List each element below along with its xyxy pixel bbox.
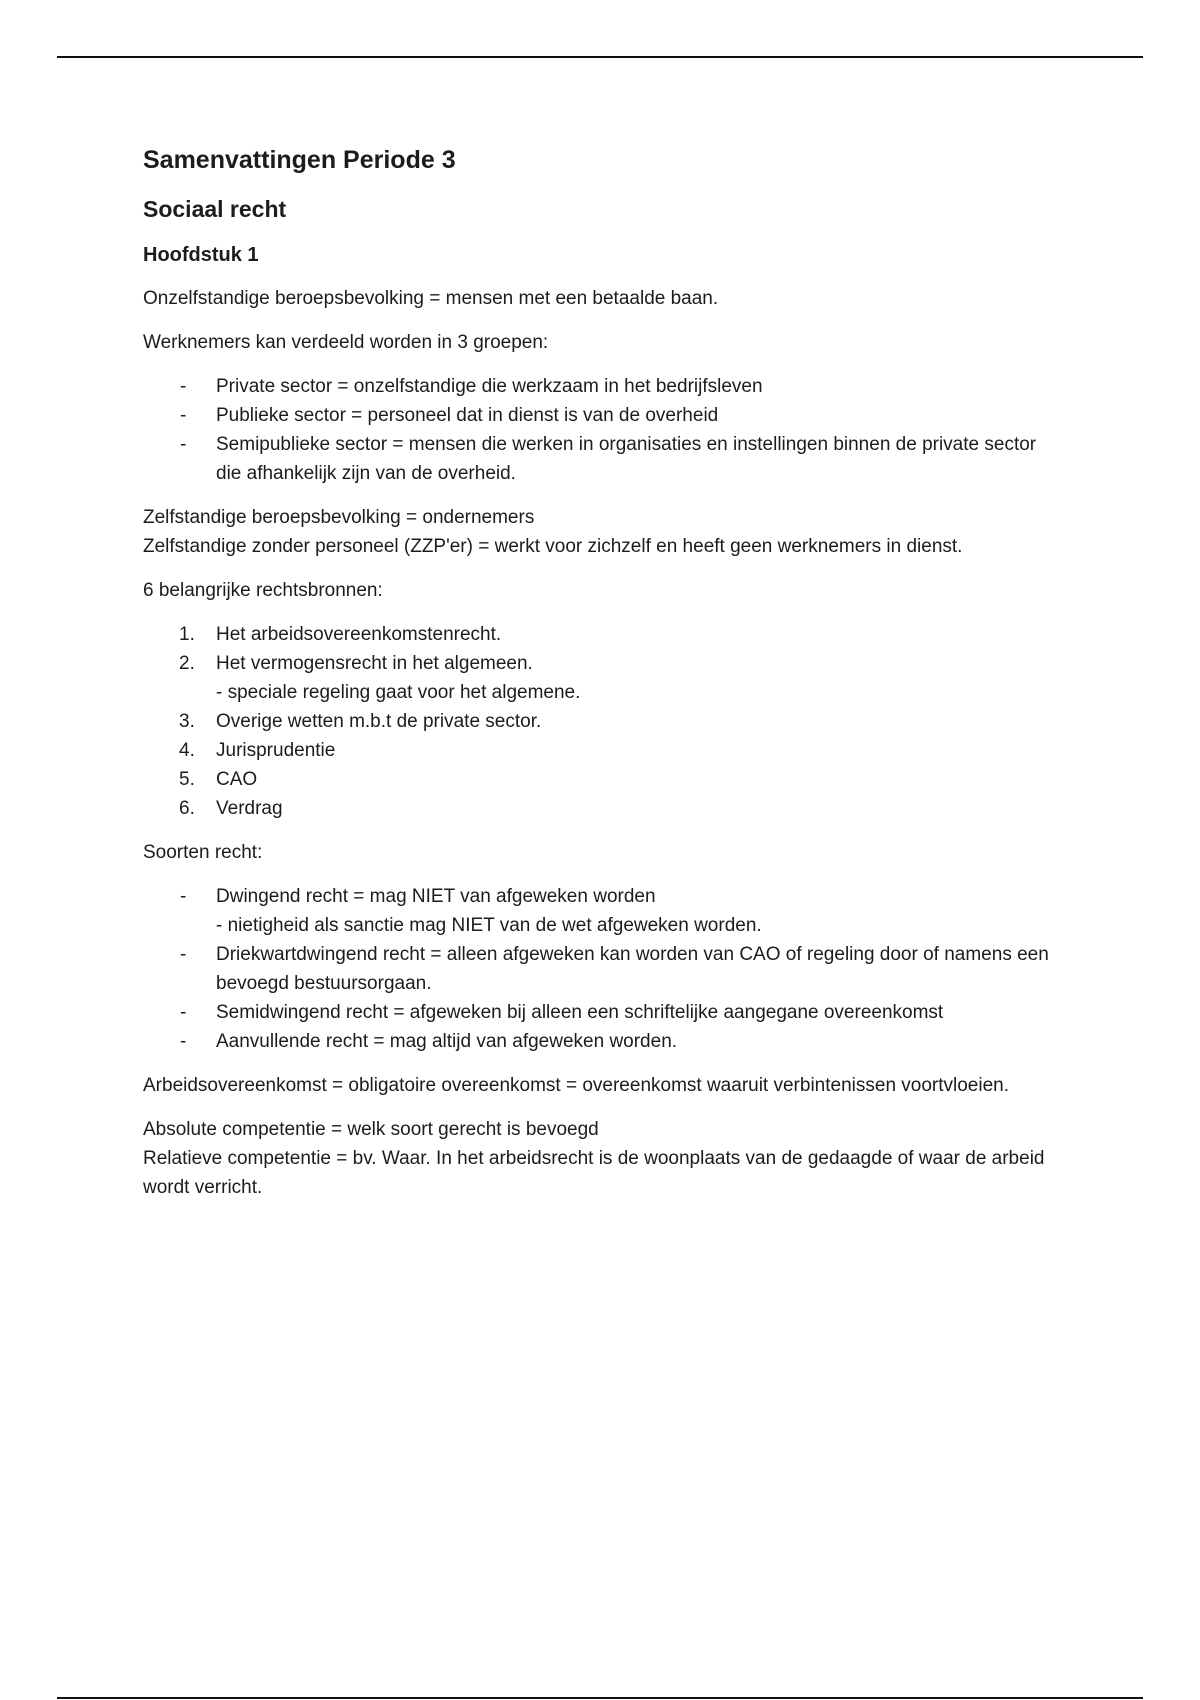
list-item-text: Het arbeidsovereenkomstenrecht. (216, 624, 502, 645)
list-number: 2. (179, 653, 195, 674)
list-item-text: Aanvullende recht = mag altijd van afgeweken worden. (216, 1031, 678, 1052)
bullet-marker: - (180, 944, 187, 965)
paragraph-line: Zelfstandige beroepsbevolking = ondernemers (143, 507, 535, 528)
list-item-text: CAO (216, 769, 258, 790)
list-item-subtext: - speciale regeling gaat voor het algemene. (216, 682, 581, 703)
bullet-marker: - (180, 1031, 187, 1052)
list-item-text: Jurisprudentie (216, 740, 336, 761)
list-item (143, 736, 1063, 765)
list-item-text: Het vermogensrecht in het algemeen. (216, 653, 533, 674)
list-item-subtext: - nietigheid als sanctie mag NIET van de wet afgeweken worden. (216, 915, 762, 936)
list-number: 3. (179, 711, 195, 732)
list-item-text: Private sector = onzelfstandige die werkzaam in het bedrijfsleven (216, 376, 763, 397)
list-item-text: Dwingend recht = mag NIET van afgeweken worden (216, 886, 656, 907)
paragraph: Werknemers kan verdeeld worden in 3 groepen: (143, 332, 549, 353)
sources-list (143, 620, 1063, 823)
paragraph-line: Relatieve competentie = bv. Waar. In het arbeidsrecht is de woonplaats van de gedaagde of waar de arbeid wordt verricht. (143, 1148, 1045, 1198)
document-body (143, 142, 1063, 1217)
list-item (143, 707, 1063, 736)
list-number: 1. (179, 624, 195, 645)
chapter-heading: Hoofdstuk 1 (143, 244, 259, 266)
list-item (143, 1027, 1063, 1056)
groups-list (143, 372, 1063, 488)
bullet-marker: - (180, 405, 187, 426)
law-types-list (143, 882, 1063, 1056)
header-rule (57, 56, 1143, 58)
paragraph (143, 503, 1063, 561)
list-number: 4. (179, 740, 195, 761)
list-item (143, 649, 1063, 707)
list-item-text: Overige wetten m.b.t de private sector. (216, 711, 542, 732)
bullet-marker: - (180, 376, 187, 397)
bullet-marker: - (180, 434, 187, 455)
paragraph: Soorten recht: (143, 842, 263, 863)
bullet-marker: - (180, 1002, 187, 1023)
list-item-text: Semidwingend recht = afgeweken bij alleen een schriftelijke aangegane overeenkomst (216, 1002, 944, 1023)
list-number: 6. (179, 798, 195, 819)
bullet-marker: - (180, 886, 187, 907)
list-number: 5. (179, 769, 195, 790)
list-item (143, 372, 1063, 401)
list-item-text: Publieke sector = personeel dat in dienst is van de overheid (216, 405, 719, 426)
list-item (143, 940, 1063, 998)
subject-heading: Sociaal recht (143, 196, 287, 222)
paragraph: Onzelfstandige beroepsbevolking = mensen met een betaalde baan. (143, 288, 719, 309)
list-item-text: Semipublieke sector = mensen die werken in organisaties en instellingen binnen de private sector die afhankelijk zijn van de overheid. (216, 434, 1037, 484)
list-item (143, 765, 1063, 794)
paragraph (143, 1115, 1063, 1202)
paragraph-line: Zelfstandige zonder personeel (ZZP'er) = werkt voor zichzelf en heeft geen werknemers in dienst. (143, 536, 963, 557)
list-item (143, 882, 1063, 940)
document-title: Samenvattingen Periode 3 (143, 146, 456, 174)
list-item (143, 401, 1063, 430)
list-item (143, 430, 1063, 488)
list-item (143, 998, 1063, 1027)
list-item-text: Verdrag (216, 798, 283, 819)
paragraph: 6 belangrijke rechtsbronnen: (143, 580, 383, 601)
list-item-text: Driekwartdwingend recht = alleen afgeweken kan worden van CAO of regeling door of namens een bevoegd bestuursorgaan. (216, 944, 1049, 994)
list-item (143, 620, 1063, 649)
paragraph: Arbeidsovereenkomst = obligatoire overeenkomst = overeenkomst waaruit verbintenissen voortvloeien. (143, 1075, 1010, 1096)
list-item (143, 794, 1063, 823)
paragraph-line: Absolute competentie = welk soort gerecht is bevoegd (143, 1119, 599, 1140)
footer-rule (57, 1697, 1143, 1699)
